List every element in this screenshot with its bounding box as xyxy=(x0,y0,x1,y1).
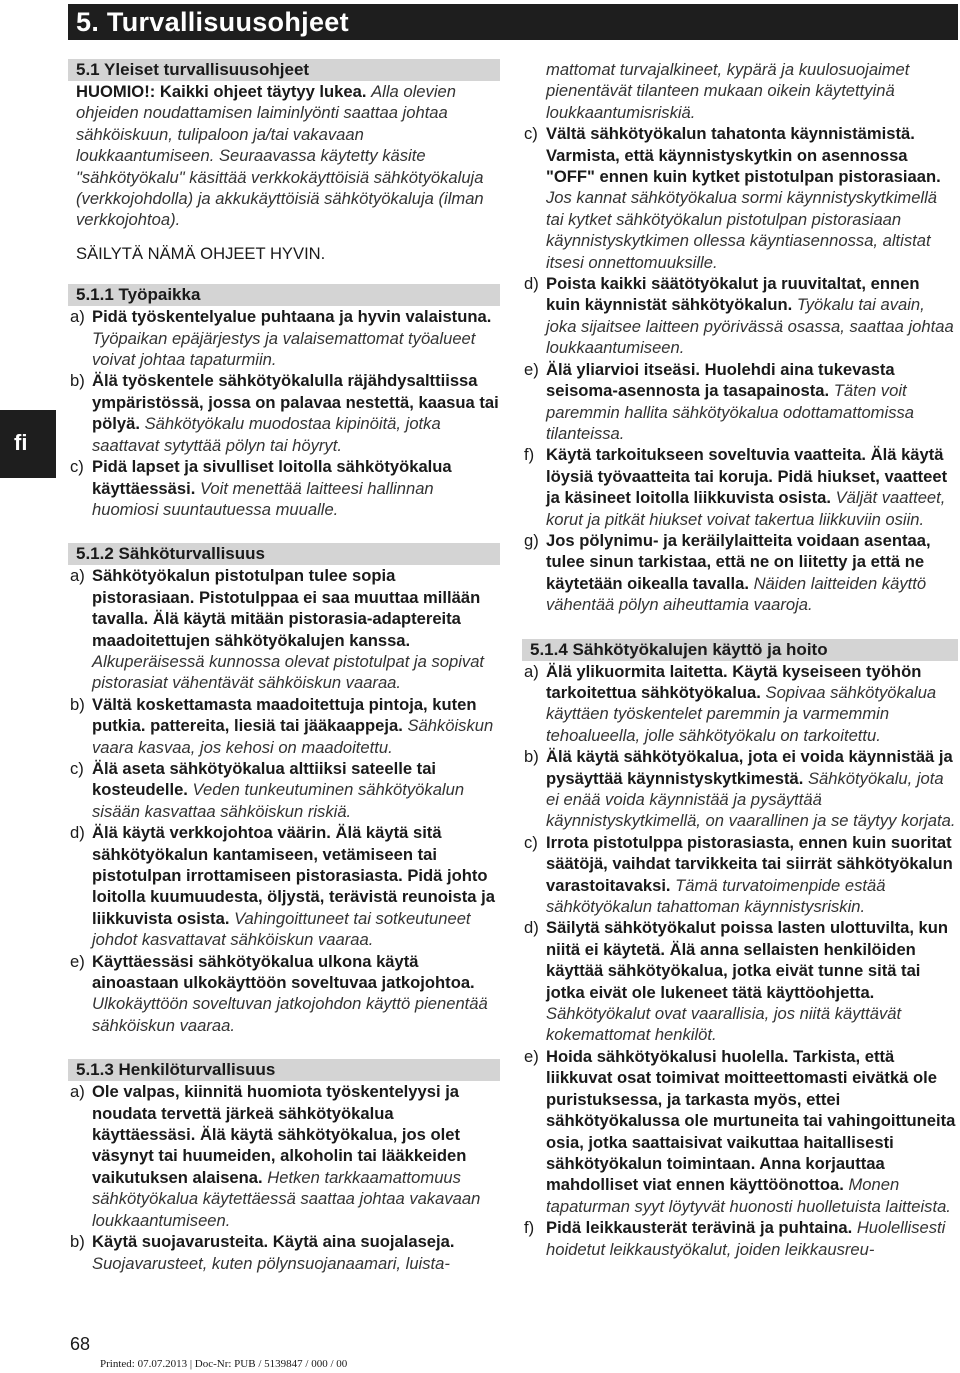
item-label: b) xyxy=(70,1232,85,1252)
list-item xyxy=(68,1231,500,1274)
item-text xyxy=(546,123,958,273)
item-label: d) xyxy=(524,274,539,294)
item-italic: Sähkötyökalu muodostaa kipinöitä, jotka saattavat sytyttää pölyn tai höyryt. xyxy=(92,414,441,455)
tool-use-list xyxy=(522,661,958,1260)
item-italic: Suojavarusteet, kuten pölynsuojanaamari, luista- xyxy=(92,1253,450,1273)
item-italic: Monen tapaturman syyt löytyvät huonosti huolletuista laitteista. xyxy=(546,1175,951,1216)
item-text xyxy=(546,1217,958,1260)
item-text xyxy=(92,1231,500,1274)
item-bold: Älä käytä verkkojohtoa väärin. Älä käytä sitä sähkötyökalun kantamiseen, vetämiseen tai pistotulpan irrottamiseen pistorasiasta. Pidä johto loitolla kuumuudesta, öljystä, terävistä reunoista ja liikkuvista osista. xyxy=(92,823,495,928)
section-heading-5-1-4: 5.1.4 Sähkötyökalujen käyttö ja hoito xyxy=(522,639,958,661)
item-bold: Poista kaikki säätötyökalut ja ruuvitaltat, ennen kuin käynnistät sähkötyökalun. xyxy=(546,274,920,315)
list-item xyxy=(68,694,500,758)
item-label: g) xyxy=(524,530,539,550)
item-bold: Älä ylikuormita laitetta. Käytä kyseiseen työhön tarkoitettua sähkötyökalua. xyxy=(546,661,922,702)
item-italic: Sähkötyökalu, jota ei enää voida käynnistää ja pysäyttää käynnistyskytkimellä, on vaarallinen ja se täytyy korjata. xyxy=(546,768,956,831)
list-item xyxy=(522,273,958,359)
item-text xyxy=(92,456,500,520)
item-italic: Sopivaa sähkötyökalua käyttäen työskentelet paremmin ja varmemmin tehoalueella, jolle sähkötyökalu on tarkoitettu. xyxy=(546,682,937,745)
list-item xyxy=(68,822,500,950)
item-label: c) xyxy=(524,832,538,852)
item-italic: Näiden laitteiden käyttö vähentää pölyn aiheuttamia vaaroja. xyxy=(546,573,927,615)
item-bold: Käytä tarkoitukseen soveltuvia vaatteita. Älä käytä löysiä työvaatteita tai koruja. Pidä hiukset, vaatteet ja käsineet loitolla liikkuvista osista. xyxy=(546,445,948,508)
item-text xyxy=(92,565,500,693)
item-bold: Pidä lapset ja sivulliset loitolla sähkötyökalua käyttäessäsi. xyxy=(92,457,452,498)
item-bold: Vältä sähkötyökalun tahatonta käynnistämistä. Varmista, että käynnistyskytkin on asennossa "OFF" ennen kuin kytket pistotulpan pistorasiaan. xyxy=(546,124,941,187)
left-column xyxy=(68,59,500,1274)
list-item xyxy=(68,1081,500,1231)
item-label: a) xyxy=(70,307,85,327)
item-text xyxy=(546,832,958,918)
list-item xyxy=(522,832,958,918)
item-text xyxy=(546,273,958,359)
item-italic: Alkuperäisessä kunnossa olevat pistotulpat ja sopivat pistorasiat vähentävät sähköiskun vaaraa. xyxy=(92,651,485,693)
list-item xyxy=(68,456,500,520)
item-italic: Väljät vaatteet, korut ja pitkät hiukset voivat takertua liikkuviin osiin. xyxy=(546,488,946,529)
list-item xyxy=(522,746,958,832)
item-text xyxy=(92,758,500,822)
list-item xyxy=(68,951,500,1037)
item-bold: Vältä koskettamasta maadoitettuja pintoja, kuten putkia. pattereita, liesiä tai jääkaappeja. xyxy=(92,694,477,736)
item-text xyxy=(546,444,958,530)
item-bold: Jos pölynimu- ja keräilylaitteita voidaan asentaa, tulee sinun tarkistaa, että ne on liitetty ja että ne käytetään oikealla tavalla. xyxy=(546,530,931,593)
page-title: 5. Turvallisuusohjeet xyxy=(68,4,958,40)
item-text xyxy=(546,530,958,616)
personal-safety-list-continued xyxy=(522,123,958,615)
list-item xyxy=(68,370,500,456)
item-text xyxy=(546,359,958,445)
item-bold: Ole valpas, kiinnitä huomiota työskentelyysi ja noudata tervettä järkeä sähkötyökalua käyttäessäsi. Älä käytä sähkötyökalua, jos olet väsynyt tai huumeiden, alkoholin tai lääkkeiden vaikutuksen alaisena. xyxy=(92,1082,467,1187)
item-text xyxy=(92,951,500,1037)
item-bold: Älä käytä sähkötyökalua, jota ei voida käynnistää ja pysäyttää käynnistyskytkimestä. xyxy=(546,747,953,788)
print-info: Printed: 07.07.2013 | Doc-Nr: PUB / 5139847 / 000 / 00 xyxy=(100,1358,348,1370)
keep-instructions: SÄILYTÄ NÄMÄ OHJEET HYVIN. xyxy=(76,243,326,263)
item-label: b) xyxy=(70,694,85,714)
item-bold: Käytä suojavarusteita. Käytä aina suojalaseja. xyxy=(92,1232,455,1252)
section-heading-5-1-2: 5.1.2 Sähköturvallisuus xyxy=(68,543,500,565)
item-bold: Älä työskentele sähkötyökalulla räjähdysalttiissa ympäristössä, jossa on palavaa nestettä, kaasua tai pölyä. xyxy=(92,371,499,434)
item-label: f) xyxy=(524,1218,535,1238)
item-text xyxy=(92,694,500,758)
continued-text xyxy=(522,59,958,123)
intro-text: Alla olevien ohjeiden noudattamisen laiminlyönti saattaa johtaa sähköiskuun, tulipaloon ja/tai vakavaan loukkaantumiseen. Seuraavassa käytetty käsite "sähkötyökalu" käsittää verkkokäyttöisiä sähkötyökaluja (verkkojohdolla) ja akkukäyttöisiä sähkötyökaluja (ilman verkkojohtoa). xyxy=(76,82,484,230)
item-italic: Veden tunkeutuminen sähkötyökalun sisään kasvattaa sähköiskun riskiä. xyxy=(92,780,465,821)
item-label: d) xyxy=(524,918,539,938)
item-label: e) xyxy=(70,951,85,971)
item-bold: Älä aseta sähkötyökalua alttiiksi sateelle tai kosteudelle. xyxy=(92,758,437,800)
item-label: c) xyxy=(70,758,84,778)
item-bold: Irrota pistotulppa pistorasiasta, ennen kuin suoritat säätöjä, vaihdat tarvikkeita tai siirrät sähkötyökalun varastoitavaksi. xyxy=(546,832,953,895)
right-column xyxy=(522,59,958,1260)
section-heading-5-1-1: 5.1.1 Työpaikka xyxy=(68,284,500,306)
item-label: e) xyxy=(524,1046,539,1066)
item-italic: Sähköiskun vaara kasvaa, jos kehosi on maadoitettu. xyxy=(92,716,494,757)
item-label: f) xyxy=(524,445,535,465)
continued-italic: mattomat turvajalkineet, kypärä ja kuulosuojaimet pienentävät tilanteen mukaan oikein käytettyinä loukkaantumisriskiä. xyxy=(546,60,910,122)
section-heading-5-1-3: 5.1.3 Henkilöturvallisuus xyxy=(68,1059,500,1081)
item-label: b) xyxy=(70,371,85,391)
page-number: 68 xyxy=(70,1334,91,1354)
item-text xyxy=(92,1081,500,1231)
electrical-safety-list xyxy=(68,565,500,1036)
item-label: b) xyxy=(524,747,539,767)
list-item xyxy=(68,306,500,370)
item-italic: Työkalu tai avain, joka sijaitsee laitteen pyörivässä osassa, saattaa johtaa loukkaantumiseen. xyxy=(546,295,954,358)
item-bold: Pidä leikkausterät terävinä ja puhtaina. xyxy=(546,1218,853,1238)
list-item xyxy=(522,530,958,616)
item-italic: Ulkokäyttöön soveltuvan jatkojohdon käyttö pienentää sähköiskun vaaraa. xyxy=(92,994,488,1035)
list-item xyxy=(522,359,958,445)
list-item xyxy=(68,758,500,822)
item-label: e) xyxy=(524,359,539,379)
item-italic: Vahingoittuneet tai sotkeutuneet johdot kasvattavat sähköiskun vaaraa. xyxy=(92,908,471,950)
section-heading-5-1: 5.1 Yleiset turvallisuusohjeet xyxy=(68,59,500,81)
item-label: c) xyxy=(524,124,538,144)
item-italic: Sähkötyökalut ovat vaarallisia, jos niitä käyttävät kokemattomat henkilöt. xyxy=(546,1004,902,1045)
item-bold: Säilytä sähkötyökalut poissa lasten ulottuvilta, kun niitä ei käytetä. Älä anna sellaisten henkilöiden käyttää sähkötyökalua, jotka eivät tunne sitä tai jotka eivät ole lukeneet tätä käyttöohjetta. xyxy=(546,918,949,1002)
item-bold: Sähkötyökalun pistotulpan tulee sopia pistorasiaan. Pistotulppaa ei saa muuttaa millään tavalla. Älä käytä mitään pistorasia-adaptereita maadoitettujen sähkötyökalujen kanssa. xyxy=(92,566,481,650)
item-bold: Pidä työskentelyalue puhtaana ja hyvin valaistuna. xyxy=(92,307,492,327)
list-item xyxy=(522,1217,958,1260)
item-label: c) xyxy=(70,457,84,477)
list-item xyxy=(68,565,500,693)
item-bold: Hoida sähkötyökalusi huolella. Tarkista, että liikkuvat osat toimivat moitteettomasti eivätkä ole puristuksessa, ja tarkasta myös, ettei sähkötyökalussa ole murtuneita tai vahingoittuneita osia, jotka saattaisivat vaikuttaa haitallisesti sähkötyökalun toimintaan. Anna korjauttaa mahdolliset viat ennen käyttöönottoa. xyxy=(546,1046,956,1195)
workplace-list xyxy=(68,306,500,520)
item-bold: Käyttäessäsi sähkötyökalua ulkona käytä ainoastaan ulkokäyttöön soveltuvaa jatkojohtoa. xyxy=(92,951,475,993)
item-label: a) xyxy=(70,1082,85,1102)
item-text xyxy=(92,306,500,370)
item-bold: Älä yliarvioi itseäsi. Huolehdi aina tukevasta seisoma-asennosta ja tasapainosta. xyxy=(546,359,895,401)
list-item xyxy=(522,444,958,530)
list-item xyxy=(522,917,958,1045)
list-item xyxy=(522,1046,958,1217)
item-text xyxy=(92,370,500,456)
item-italic: Voit menettää laitteesi hallinnan huomiosi suuntautuessa muualle. xyxy=(92,478,434,519)
list-item xyxy=(522,661,958,747)
list-item xyxy=(522,123,958,273)
item-label: d) xyxy=(70,823,85,843)
item-text xyxy=(546,917,958,1045)
item-text xyxy=(546,746,958,832)
warning-lead: HUOMIO!: Kaikki ohjeet täytyy lukea. xyxy=(76,82,367,101)
item-italic: Tämä turvatoimenpide estää sähkötyökalun tahattoman käynnistysriskin. xyxy=(546,875,886,917)
item-text xyxy=(546,1046,958,1217)
personal-safety-list xyxy=(68,1081,500,1274)
item-label: a) xyxy=(70,566,85,586)
item-italic: Täten voit paremmin hallita sähkötyökalua odottamattomissa tilanteissa. xyxy=(546,381,915,443)
item-italic: Huolellisesti hoidetut leikkaustyökalut, joiden leikkausreu- xyxy=(546,1218,946,1259)
item-italic: Hetken tarkkaamattomuus sähkötyökalua käytettäessä saattaa johtaa vakavaan loukkaantumiseen. xyxy=(92,1167,481,1230)
item-text xyxy=(92,822,500,950)
item-text xyxy=(546,661,958,747)
item-label: a) xyxy=(524,661,539,681)
language-tab: fi xyxy=(0,410,56,478)
item-italic: Työpaikan epäjärjestys ja valaisemattomat työalueet voivat johtaa tapaturmiin. xyxy=(92,328,476,370)
item-italic: Jos kannat sähkötyökalua sormi käynnistyskytkimellä tai kytket sähkötyökalun pistotulpan pistorasiaan käynnistyskytkimen ollessa käyntiasennossa, altistat itsesi onnettomuuksille. xyxy=(546,188,938,272)
general-intro xyxy=(68,81,500,231)
